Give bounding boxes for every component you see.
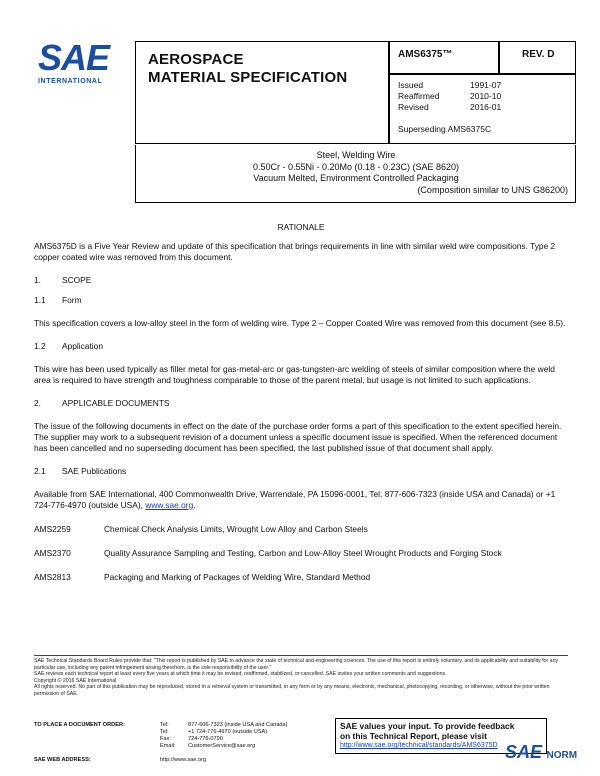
footer-rules: SAE Technical Standards Board Rules provide that: "This report is published by SAE to advance the state of technical and engineering sciences. The use of this report is entirely voluntary, and its applicability and suitability for any particular use, including any patent infringement arising therefrom, is the sole responsibility of the user." <box>34 658 559 671</box>
order-contacts <box>160 722 288 750</box>
date-label: Revised <box>398 102 429 112</box>
contact-row <box>160 736 288 743</box>
footer-legal <box>34 658 568 698</box>
order-label: TO PLACE A DOCUMENT ORDER: <box>34 722 125 728</box>
rationale-text: AMS6375D is a Five Year Review and update of this specification that brings requirements in line with similar weld wire compositions. Type 2 copper coated wire was removed from this document. <box>34 241 556 262</box>
title-line-1: AEROSPACE <box>148 51 244 68</box>
date-row-issued <box>398 80 558 91</box>
section-2-1-heading <box>34 466 568 477</box>
date-label: Issued <box>398 80 424 90</box>
section-2-text: The issue of the following documents in effect on the date of the purchase order forms a part of this specification to the extent specified herein. The supplier may work to a subsequent revision of a document unless a specific document issue is specified. When the referenced document has been cancelled and no superseding document has been specified, the last published issue of that document shall apply. <box>34 421 562 453</box>
reference-description: Quality Assurance Sampling and Testing, Carbon and Low-Alloy Steel Wrought Products and Forging Stock <box>104 548 502 558</box>
web-address-label: SAE WEB ADDRESS: <box>34 757 91 763</box>
contact-email[interactable]: CustomerService@sae.org <box>188 743 256 749</box>
feedback-line-2: on this Technical Report, please visit <box>340 730 487 741</box>
contact-label: Tel: <box>160 722 169 728</box>
section-number: 1. <box>34 275 41 285</box>
section-2-1-text <box>34 489 568 511</box>
footer-divider <box>34 655 568 656</box>
section-number: 2. <box>34 398 41 408</box>
reference-code: AMS2813 <box>34 572 71 582</box>
title-uns: (Composition similar to UNS G86200) <box>417 184 568 195</box>
document-number: AMS6375™ <box>398 49 453 60</box>
contact-value: +1 724-776-4970 (outside USA) <box>188 729 268 735</box>
section-1-2-heading <box>34 341 568 352</box>
contact-value: 724-776-0790 <box>188 736 223 742</box>
contact-row <box>160 743 288 750</box>
section-title: APPLICABLE DOCUMENTS <box>62 398 170 408</box>
feedback-link[interactable]: http://www.sae.org/technical/standards/AMS6375D <box>340 742 498 749</box>
reference-code: AMS2370 <box>34 548 71 558</box>
footer-rights: All rights reserved. No part of this publication may be reproduced, stored in a retrieval system or transmitted, in any form or by any means, electronic, mechanical, photocopying, recording, or otherwise, without the prior written permission of SAE. <box>34 684 550 697</box>
web-address-link[interactable]: http://www.sae.org <box>160 757 207 763</box>
date-row-revised <box>398 102 558 113</box>
header-divider-h <box>388 73 576 75</box>
header-divider-rev <box>498 41 500 74</box>
date-label: Reaffirmed <box>398 91 440 101</box>
date-value: 2010-10 <box>470 91 502 101</box>
logo-sub-text: INTERNATIONAL <box>38 78 103 85</box>
norm-logo-text: NORM <box>546 750 578 761</box>
section-title: Application <box>62 341 103 351</box>
section-title: SAE Publications <box>62 466 127 476</box>
rationale-heading: RATIONALE <box>277 222 325 232</box>
section-2-1-end: . <box>193 500 196 510</box>
contact-value: 877-606-7323 (inside USA and Canada) <box>188 722 288 728</box>
section-1-1-heading <box>34 295 568 306</box>
material-title <box>140 150 572 196</box>
superseding-text: Superseding AMS6375C <box>398 124 492 134</box>
reference-row <box>34 524 568 535</box>
contact-label: Fax: <box>160 736 171 742</box>
reference-description: Chemical Check Analysis Limits, Wrought Low Alloy and Carbon Steels <box>104 524 368 534</box>
document-body <box>34 222 568 583</box>
logo-main-text: SAE <box>38 37 110 78</box>
section-number: 1.1 <box>34 295 46 305</box>
date-row-reaffirmed <box>398 91 558 102</box>
reference-description: Packaging and Marking of Packages of Welding Wire, Standard Method <box>104 572 371 582</box>
section-1-heading <box>34 275 568 286</box>
title-line-2: MATERIAL SPECIFICATION <box>148 69 348 86</box>
title-composition: 0.50Cr - 0.55Ni - 0.20Mo (0.18 - 0.23C) (SAE 8620) <box>252 161 460 172</box>
section-2-1-body: Available from SAE International, 400 Commonwealth Drive, Warrendale, PA 15096-0001, Tel: 877-606-7323 (inside USA and Canada) or +1 724-776-4970 (outside USA), <box>34 489 556 510</box>
norm-logo-sae: SAE <box>505 742 543 762</box>
section-title: SCOPE <box>62 275 92 285</box>
reference-row <box>34 572 568 583</box>
section-number: 1.2 <box>34 341 46 351</box>
feedback-line-1: SAE values your input. To provide feedback <box>340 721 515 731</box>
section-1-1-text: This specification covers a low-alloy steel in the form of welding wire. Type 2 – Copper Coated Wire was removed from this document (see 8.5). <box>34 318 566 328</box>
revision-label: REV. D <box>522 49 555 60</box>
footer-review: SAE reviews each technical report at least every five years at which time it may be revised, reaffirmed, stabilized, or cancelled. SAE invites your written comments and suggestions. <box>34 671 447 678</box>
title-processing: Vacuum Melted, Environment Controlled Packaging <box>253 173 459 183</box>
reference-row <box>34 548 568 559</box>
contact-label: Tel: <box>160 729 169 735</box>
footer-copyright: Copyright © 2016 SAE International <box>34 677 117 684</box>
section-title: Form <box>62 295 82 305</box>
section-1-2-text: This wire has been used typically as filler metal for gas-metal-arc or gas-tungsten-arc welding of steels of similar composition where the weld area is required to have strength and toughness comparable to those of the parent metal, but usage is not limited to such applications. <box>34 364 555 385</box>
header-divider <box>388 41 390 144</box>
reference-code: AMS2259 <box>34 524 71 534</box>
date-table <box>398 80 558 113</box>
contact-row <box>160 722 288 729</box>
sae-website-link[interactable]: www.sae.org <box>145 500 194 510</box>
document-type-title <box>148 51 347 87</box>
sae-norm-logo <box>505 742 595 772</box>
section-number: 2.1 <box>34 466 46 476</box>
contact-row <box>160 729 288 736</box>
date-value: 2016-01 <box>470 102 502 112</box>
date-value: 1991-07 <box>470 80 502 90</box>
section-2-heading <box>34 398 568 409</box>
title-material: Steel, Welding Wire <box>316 150 396 160</box>
contact-label: Email: <box>160 743 176 749</box>
sae-logo <box>38 37 122 85</box>
